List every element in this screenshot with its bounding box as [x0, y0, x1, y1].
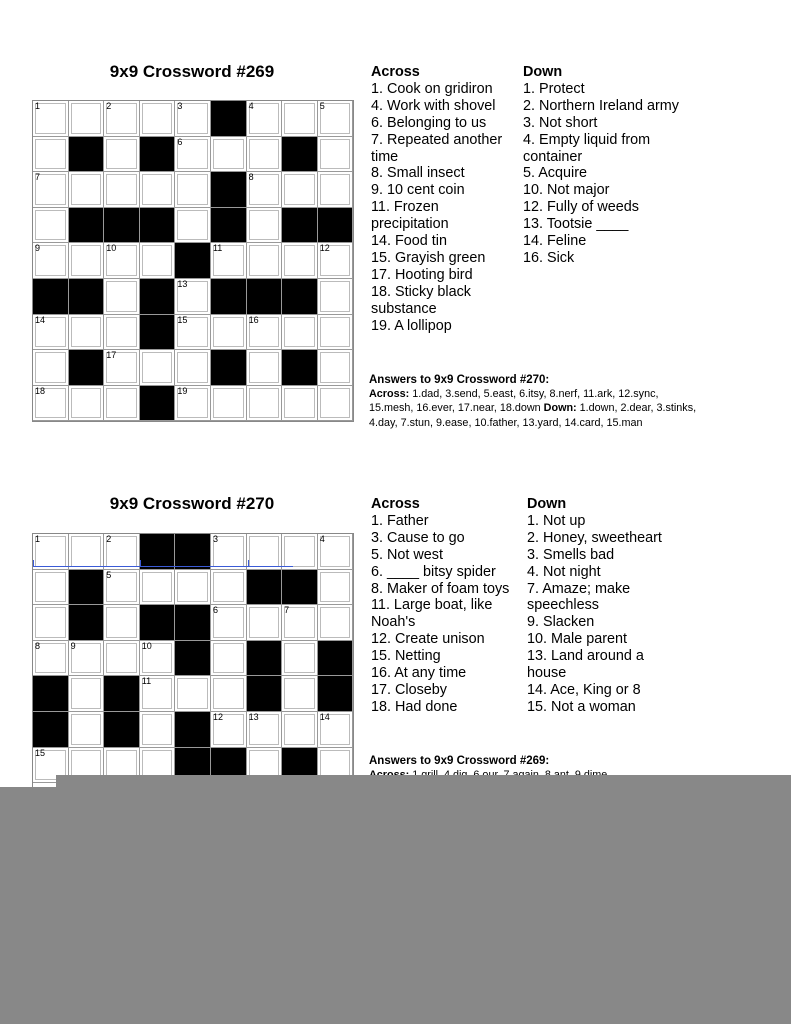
clue-number: 3 — [177, 101, 183, 111]
grid-cell[interactable] — [175, 386, 211, 422]
puzzle-270-across-clues — [371, 496, 523, 716]
clue-item: 14. Food tin — [371, 233, 448, 250]
grid-cell[interactable] — [69, 243, 105, 279]
black-square — [69, 350, 105, 386]
black-square — [211, 279, 247, 315]
grid-cell[interactable] — [69, 534, 105, 570]
clue-number: 15 — [35, 747, 46, 758]
clue-number: 5 — [106, 569, 112, 580]
clue-number: 17 — [106, 350, 117, 361]
clue-number: 9 — [35, 243, 41, 254]
selection-tick — [33, 560, 34, 566]
grid-cell[interactable] — [69, 172, 105, 208]
grid-cell[interactable] — [282, 712, 318, 748]
grid-cell[interactable] — [318, 172, 354, 208]
grid-cell[interactable] — [247, 172, 283, 208]
grid-cell[interactable] — [140, 676, 176, 712]
clue-number: 15 — [177, 314, 188, 325]
clue-item: 3. Not short — [523, 114, 598, 131]
grid-cell[interactable] — [104, 605, 140, 641]
clue-item: 15. Not a woman — [527, 698, 636, 715]
grid-cell[interactable] — [69, 386, 105, 422]
clue-item: 5. Acquire — [523, 165, 587, 182]
clue-item: 1. Cook on gridiron — [371, 80, 493, 97]
grid-cell[interactable] — [318, 712, 354, 748]
clue-item: 7. Amaze; make speechless — [527, 580, 631, 614]
clue-item: 13. Tootsie ____ — [523, 216, 629, 233]
grid-cell[interactable] — [69, 676, 105, 712]
selection-underline — [33, 566, 293, 567]
black-square — [282, 350, 318, 386]
black-square — [69, 570, 105, 606]
grid-cell[interactable] — [247, 605, 283, 641]
grid-cell[interactable] — [211, 315, 247, 351]
clue-item: 8. Small insect — [371, 165, 465, 182]
clue-item: 6. Belonging to us — [371, 114, 487, 131]
black-square — [33, 676, 69, 712]
clue-item: 4. Not night — [527, 563, 601, 580]
black-square — [247, 279, 283, 315]
clue-number: 7 — [284, 605, 290, 616]
black-square — [33, 279, 69, 315]
clue-item: 1. Not up — [527, 512, 586, 529]
clue-number: 4 — [319, 534, 325, 544]
grid-cell[interactable] — [33, 641, 69, 677]
grid-cell[interactable] — [282, 101, 318, 137]
black-square — [211, 208, 247, 244]
black-square — [175, 534, 211, 570]
grid-cell[interactable] — [247, 712, 283, 748]
black-square — [33, 712, 69, 748]
clue-number: 8 — [35, 640, 41, 651]
clue-number: 16 — [248, 314, 259, 325]
clue-item: 5. Not west — [371, 546, 443, 563]
clue-item: 15. Grayish green — [371, 249, 486, 266]
clue-number: 1 — [35, 534, 41, 544]
clue-number: 13 — [248, 711, 259, 722]
clue-item: 8. Maker of foam toys — [371, 580, 510, 597]
grid-cell[interactable] — [211, 712, 247, 748]
puzzle-269-down-clues — [523, 64, 693, 267]
grid-cell[interactable] — [140, 243, 176, 279]
grid-cell[interactable] — [33, 570, 69, 606]
grid-cell[interactable] — [247, 315, 283, 351]
black-square — [140, 208, 176, 244]
answers-down-label: Down: — [543, 402, 577, 415]
grid-cell[interactable] — [140, 712, 176, 748]
grid-cell[interactable] — [282, 243, 318, 279]
black-square — [175, 243, 211, 279]
clue-item: 6. ____ bitsy spider — [371, 563, 496, 580]
black-square — [211, 172, 247, 208]
grid-cell[interactable] — [33, 172, 69, 208]
grid-cell[interactable] — [247, 101, 283, 137]
clue-number: 5 — [319, 101, 325, 111]
clue-number: 11 — [212, 243, 223, 254]
puzzle-270-down-clues — [527, 496, 687, 716]
selection-tick — [140, 560, 141, 566]
black-square — [140, 386, 176, 422]
clue-item: 9. 10 cent coin — [371, 182, 465, 199]
puzzle-269-answers — [369, 373, 699, 430]
answers-across-label: Across: — [369, 388, 410, 401]
grid-cell[interactable] — [175, 208, 211, 244]
grid-cell[interactable] — [69, 641, 105, 677]
clue-number: 18 — [35, 385, 46, 396]
clue-item: 13. Land around a house — [527, 648, 644, 682]
grid-cell[interactable] — [211, 243, 247, 279]
clue-item: 12. Create unison — [371, 631, 485, 648]
grid-cell[interactable] — [104, 386, 140, 422]
clue-number: 8 — [248, 172, 254, 183]
grid-cell[interactable] — [282, 641, 318, 677]
grid-cell[interactable] — [247, 137, 283, 173]
grid-cell[interactable] — [175, 101, 211, 137]
grid-cell[interactable] — [175, 676, 211, 712]
clue-item: 10. Not major — [523, 182, 610, 199]
across-heading: Across — [371, 64, 420, 80]
clue-item: 4. Empty liquid from container — [523, 131, 651, 165]
grid-cell[interactable] — [104, 101, 140, 137]
grid-cell[interactable] — [104, 137, 140, 173]
grid-cell[interactable] — [140, 570, 176, 606]
black-square — [140, 534, 176, 570]
black-square — [247, 676, 283, 712]
clue-item: 9. Slacken — [527, 614, 595, 631]
grid-cell[interactable] — [140, 641, 176, 677]
grid-cell[interactable] — [282, 605, 318, 641]
grid-cell[interactable] — [33, 386, 69, 422]
grid-cell[interactable] — [69, 315, 105, 351]
black-square — [140, 137, 176, 173]
puzzle-270-title: 9x9 Crossword #270 — [109, 494, 275, 513]
clue-item: 10. Male parent — [527, 631, 627, 648]
clue-item: 17. Hooting bird — [371, 266, 473, 283]
grid-cell[interactable] — [104, 243, 140, 279]
black-square — [247, 570, 283, 606]
grid-cell[interactable] — [175, 350, 211, 386]
clue-item: 3. Smells bad — [527, 546, 615, 563]
grid-cell[interactable] — [211, 641, 247, 677]
grid-cell[interactable] — [175, 137, 211, 173]
grid-cell[interactable] — [211, 570, 247, 606]
grid-cell[interactable] — [33, 137, 69, 173]
grid-cell[interactable] — [211, 137, 247, 173]
clue-item: 14. Feline — [523, 233, 587, 250]
grid-cell[interactable] — [104, 534, 140, 570]
black-square — [318, 208, 354, 244]
grid-cell[interactable] — [247, 208, 283, 244]
clue-number: 7 — [35, 172, 41, 183]
black-square — [282, 570, 318, 606]
clue-item: 7. Repeated another time — [371, 131, 503, 165]
puzzle-269-across-clues — [371, 64, 517, 335]
grid-cell[interactable] — [175, 279, 211, 315]
answers-title: Answers to 9x9 Crossword #270: — [369, 374, 550, 386]
clue-item: 11. Large boat, like Noah's — [371, 597, 493, 631]
grid-cell[interactable] — [69, 712, 105, 748]
grid-cell[interactable] — [247, 243, 283, 279]
grid-cell[interactable] — [33, 208, 69, 244]
grid-cell[interactable] — [282, 676, 318, 712]
grid-cell[interactable] — [104, 315, 140, 351]
grid-cell[interactable] — [33, 243, 69, 279]
clue-number: 9 — [70, 640, 76, 651]
clue-number: 14 — [35, 314, 46, 325]
black-square — [69, 208, 105, 244]
grid-cell[interactable] — [33, 350, 69, 386]
grid-cell[interactable] — [175, 315, 211, 351]
grid-cell[interactable] — [33, 101, 69, 137]
black-square — [211, 101, 247, 137]
grid-cell[interactable] — [140, 172, 176, 208]
grid-cell[interactable] — [318, 137, 354, 173]
clue-item: 4. Work with shovel — [371, 97, 496, 114]
black-square — [247, 641, 283, 677]
grid-cell[interactable] — [247, 534, 283, 570]
grid-cell[interactable] — [175, 570, 211, 606]
grid-cell[interactable] — [282, 315, 318, 351]
grid-cell[interactable] — [318, 101, 354, 137]
grid-cell[interactable] — [33, 605, 69, 641]
down-heading: Down — [527, 496, 567, 512]
grid-cell[interactable] — [318, 243, 354, 279]
selection-tick — [248, 560, 249, 566]
grid-cell[interactable] — [211, 534, 247, 570]
grid-cell[interactable] — [318, 570, 354, 606]
black-square — [175, 641, 211, 677]
clue-number: 1 — [35, 101, 41, 111]
grid-cell[interactable] — [69, 101, 105, 137]
clue-number: 19 — [177, 385, 188, 396]
black-square — [104, 676, 140, 712]
clue-item: 3. Cause to go — [371, 529, 465, 546]
clue-item: 19. A lollipop — [371, 317, 452, 334]
black-square — [140, 315, 176, 351]
clue-item: 1. Father — [371, 512, 429, 529]
grid-cell[interactable] — [140, 350, 176, 386]
clue-number: 2 — [106, 534, 112, 544]
grid-cell[interactable] — [282, 172, 318, 208]
black-square — [211, 350, 247, 386]
grid-cell[interactable] — [140, 101, 176, 137]
grid-cell[interactable] — [211, 386, 247, 422]
grid-cell[interactable] — [247, 350, 283, 386]
puzzle-269-grid[interactable] — [32, 100, 354, 422]
clue-number: 4 — [248, 101, 254, 111]
clue-number: 11 — [141, 676, 152, 687]
clue-item: 1. Protect — [523, 80, 585, 97]
clue-item: 18. Had done — [371, 698, 458, 715]
answers-across-text: 1.dad, 3.send, 5.east, 6.itsy, 8.nerf, 11.ark, 12.sync, 15.mesh, 16.ever, 17.near, 18.down — [369, 388, 659, 415]
puzzle-269-title: 9x9 Crossword #269 — [109, 62, 275, 81]
clue-number: 14 — [319, 711, 330, 722]
grid-cell[interactable] — [211, 605, 247, 641]
black-square — [140, 279, 176, 315]
gray-overlay-panel — [0, 787, 791, 1024]
clue-item: 16. At any time — [371, 665, 467, 682]
black-square — [175, 712, 211, 748]
clue-number: 6 — [212, 605, 218, 616]
black-square — [282, 279, 318, 315]
black-square — [69, 605, 105, 641]
grid-cell[interactable] — [33, 315, 69, 351]
black-square — [104, 712, 140, 748]
clue-item: 11. Frozen precipitation — [371, 199, 449, 233]
grid-cell[interactable] — [33, 534, 69, 570]
black-square — [69, 279, 105, 315]
black-square — [282, 208, 318, 244]
grid-cell[interactable] — [247, 386, 283, 422]
answers-down-text: 1.down, 2.dear, 3.stinks, 4.day, 7.stun, 9.ease, 10.father, 13.yard, 14.card, 15.man — [369, 402, 697, 429]
clue-item: 16. Sick — [523, 249, 575, 266]
grid-cell[interactable] — [104, 279, 140, 315]
grid-cell[interactable] — [318, 279, 354, 315]
grid-cell[interactable] — [318, 315, 354, 351]
clue-number: 12 — [212, 711, 223, 722]
clue-number: 13 — [177, 278, 188, 289]
grid-cell[interactable] — [318, 386, 354, 422]
clue-item: 15. Netting — [371, 648, 441, 665]
clue-number: 10 — [106, 243, 117, 254]
clue-number: 10 — [141, 640, 152, 651]
black-square — [140, 605, 176, 641]
clue-number: 12 — [319, 243, 330, 254]
clue-item: 2. Northern Ireland army — [523, 97, 679, 114]
clue-number: 3 — [212, 534, 218, 544]
grid-cell[interactable] — [318, 350, 354, 386]
grid-cell[interactable] — [104, 350, 140, 386]
grid-cell[interactable] — [318, 534, 354, 570]
black-square — [282, 137, 318, 173]
clue-number: 6 — [177, 136, 183, 147]
clue-item: 14. Ace, King or 8 — [527, 681, 641, 698]
grid-cell[interactable] — [318, 605, 354, 641]
grid-cell[interactable] — [282, 534, 318, 570]
grid-cell[interactable] — [211, 676, 247, 712]
black-square — [69, 137, 105, 173]
grid-cell[interactable] — [104, 570, 140, 606]
grid-cell[interactable] — [175, 172, 211, 208]
clue-item: 17. Closeby — [371, 681, 447, 698]
gray-overlay-top — [56, 775, 791, 787]
black-square — [318, 641, 354, 677]
clue-number: 2 — [106, 101, 112, 111]
grid-cell[interactable] — [104, 641, 140, 677]
down-heading: Down — [523, 64, 563, 80]
clue-item: 2. Honey, sweetheart — [527, 529, 662, 546]
grid-cell[interactable] — [104, 172, 140, 208]
clue-item: 18. Sticky black substance — [371, 283, 471, 317]
black-square — [104, 208, 140, 244]
black-square — [175, 605, 211, 641]
across-heading: Across — [371, 496, 420, 512]
black-square — [318, 676, 354, 712]
clue-item: 12. Fully of weeds — [523, 199, 639, 216]
answers-title: Answers to 9x9 Crossword #269: — [369, 755, 550, 767]
grid-cell[interactable] — [282, 386, 318, 422]
